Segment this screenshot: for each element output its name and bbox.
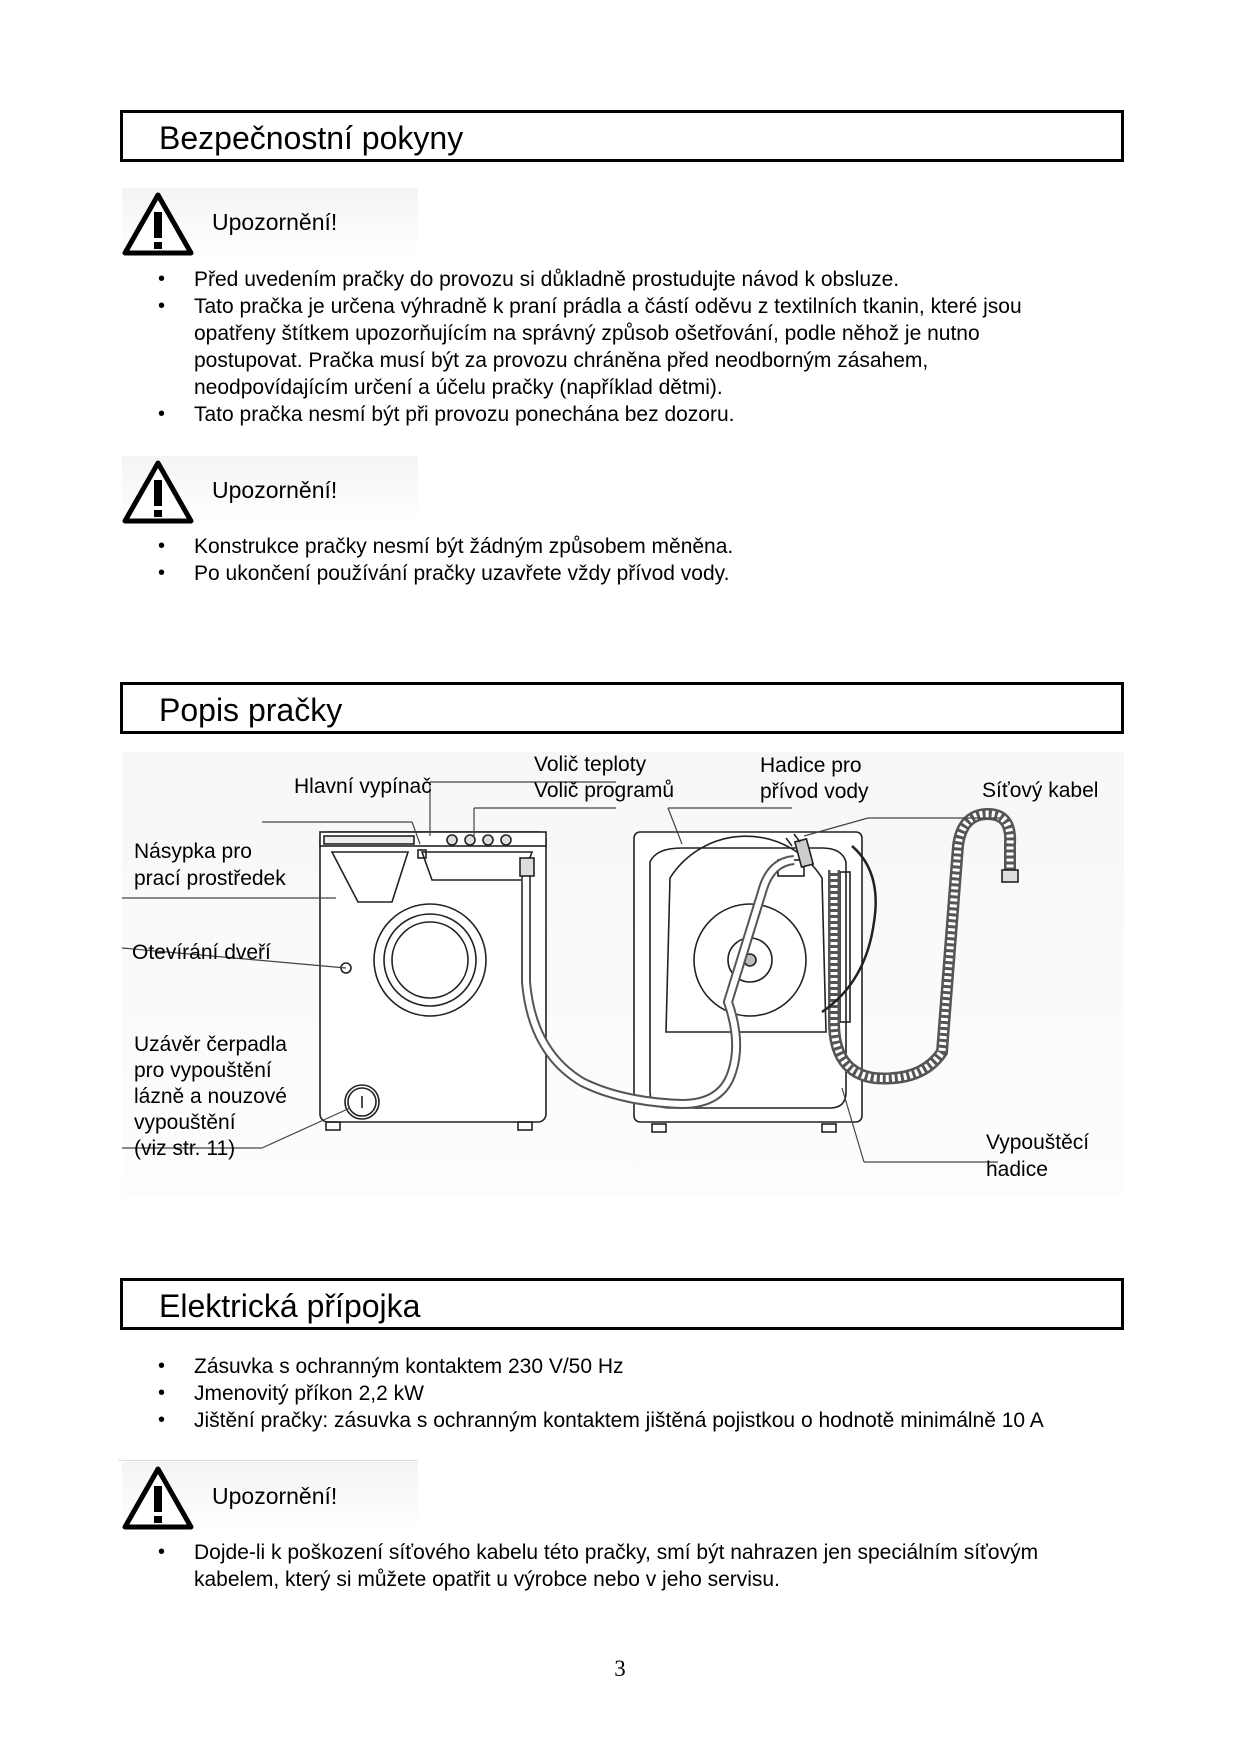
label-pump: vypouštění	[134, 1111, 236, 1134]
label-detergent: Násypka pro	[134, 840, 252, 863]
page-number: 3	[614, 1656, 626, 1681]
label-pump: (viz str. 11)	[134, 1137, 236, 1160]
label-power-cable: Síťový kabel	[982, 779, 1099, 802]
list-item: • Jištění pračky: zásuvka s ochranným kontaktem jištěná pojistkou o hodnotě minimálně 10 A	[158, 1407, 1168, 1434]
warning-block	[122, 456, 418, 532]
section-header-electrical	[120, 1278, 1124, 1330]
label-pump: lázně a nouzové	[134, 1085, 287, 1108]
list-item: • Tato pračka je určena výhradně k praní prádla a částí oděvu z textilních tkanin, které jsou opatřeny štítkem upozorňujícím na správný způsob ošetřování, podle něhož je nutno postupovat. Pračka musí být za provozu chráněna před neodborným zásahem, neodpovídajícím určení a účelu pračky (například dětmi).	[158, 293, 1128, 401]
section-title: Popis pračky	[159, 692, 343, 728]
list-item: • Před uvedením pračky do provozu si důkladně prostudujte návod k obsluze.	[158, 266, 1128, 293]
list-item: • Dojde-li k poškození síťového kabelu této pračky, smí být nahrazen jen speciálním síťovým kabelem, který si můžete opatřit u výrobce nebo v jeho servisu.	[158, 1539, 1138, 1593]
warning-block	[122, 188, 418, 264]
list-item: • Po ukončení používání pračky uzavřete vždy přívod vody.	[158, 560, 1058, 587]
section-header-description	[120, 682, 1124, 734]
label-drain-hose: Vypouštěcí	[986, 1131, 1090, 1154]
section-title: Bezpečnostní pokyny	[159, 120, 464, 156]
warning-label: Upozornění!	[212, 209, 338, 235]
warning-triangle-icon	[122, 192, 194, 256]
list-item: • Konstrukce pračky nesmí být žádným způsobem měněna.	[158, 533, 1058, 560]
label-main-switch: Hlavní vypínač	[294, 775, 432, 798]
safety-list-2	[158, 533, 1058, 587]
list-item: • Tato pračka nesmí být při provozu ponechána bez dozoru.	[158, 401, 1128, 428]
label-program-selector: Volič programů	[534, 779, 675, 802]
list-item: • Zásuvka s ochranným kontaktem 230 V/50 Hz	[158, 1353, 1168, 1380]
list-item: • Jmenovitý příkon 2,2 kW	[158, 1380, 1168, 1407]
warning-triangle-icon	[122, 460, 194, 524]
divider	[118, 1460, 418, 1461]
warning-triangle-icon	[122, 1466, 194, 1530]
section-title: Elektrická přípojka	[159, 1288, 421, 1324]
electrical-list	[158, 1353, 1168, 1434]
label-door-open: Otevírání dveří	[132, 941, 271, 964]
label-pump: pro vypouštění	[134, 1059, 272, 1082]
warning-label: Upozornění!	[212, 477, 338, 503]
label-temp-selector: Volič teploty	[534, 753, 647, 776]
washer-illustration	[122, 752, 1124, 1196]
label-pump: Uzávěr čerpadla	[134, 1033, 287, 1056]
label-detergent: prací prostředek	[134, 867, 286, 890]
washer-diagram	[122, 752, 1124, 1196]
electrical-warning-list	[158, 1539, 1138, 1593]
section-header-safety	[120, 110, 1124, 162]
warning-label: Upozornění!	[212, 1483, 338, 1509]
label-drain-hose: hadice	[986, 1158, 1048, 1181]
label-water-hose: Hadice pro	[760, 754, 862, 777]
label-water-hose: přívod vody	[760, 780, 869, 803]
warning-block	[122, 1462, 418, 1538]
safety-list-1	[158, 266, 1128, 428]
